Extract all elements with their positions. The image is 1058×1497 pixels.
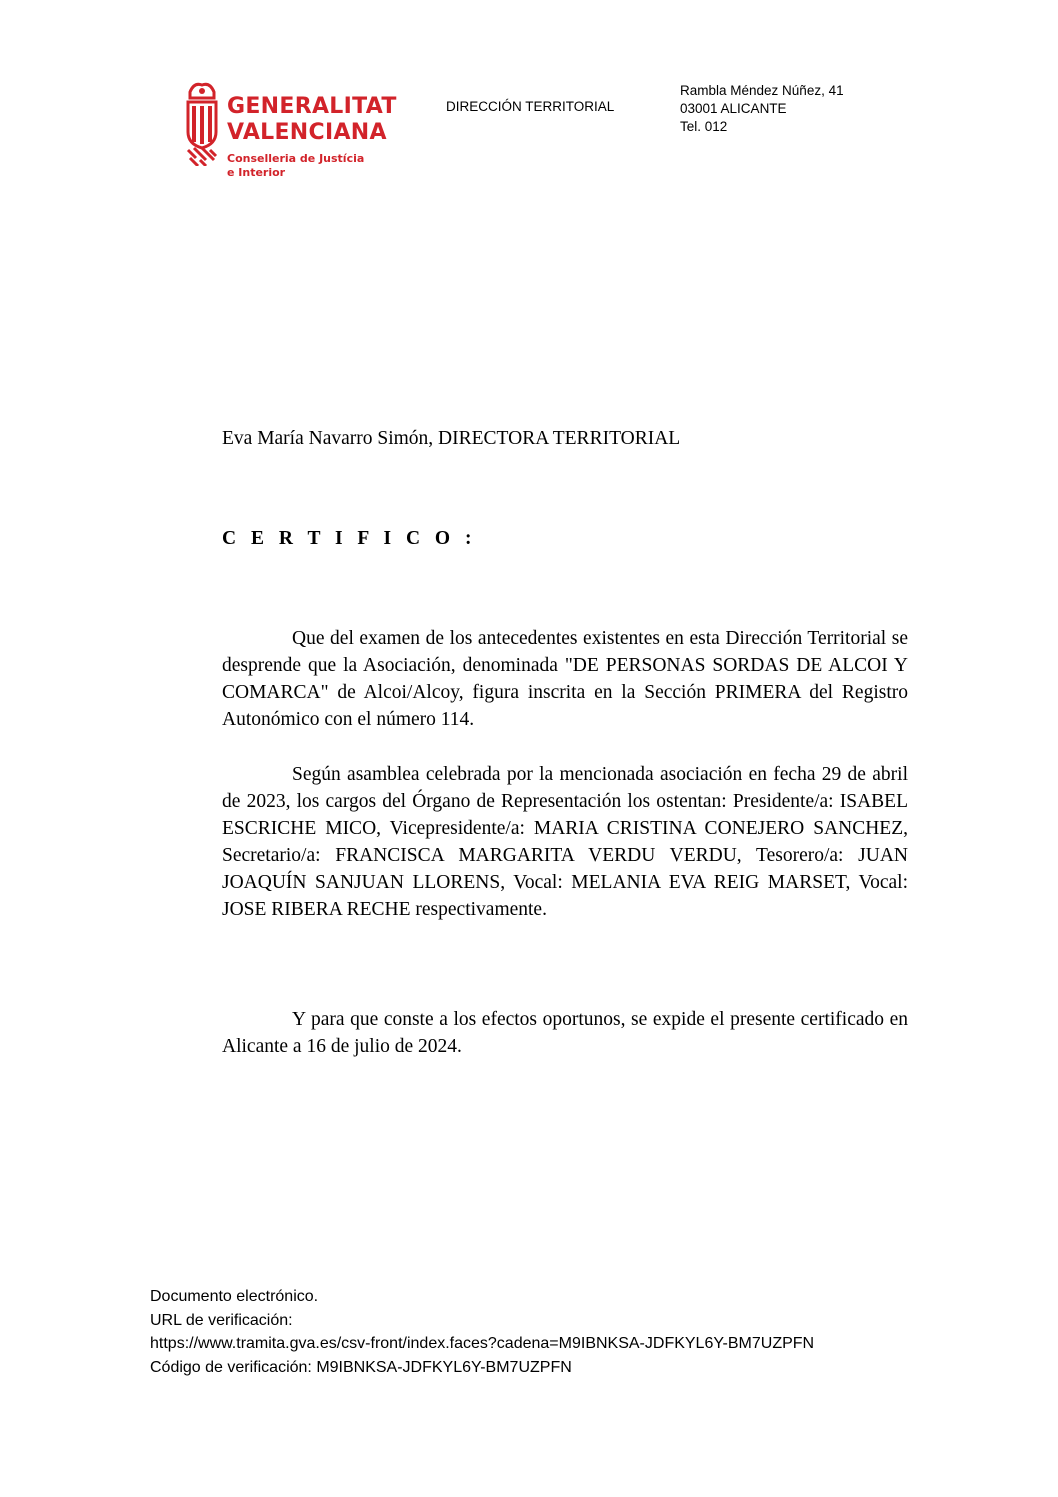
verification-footer	[150, 1285, 814, 1379]
footer-verification-code: Código de verificación: M9IBNKSA-JDFKYL6Y-BM7UZPFN	[150, 1358, 572, 1376]
address-street: Rambla Méndez Núñez, 41	[680, 83, 844, 98]
certifico-heading: C E R T I F I C O :	[222, 528, 477, 549]
footer-url-label: URL de verificación:	[150, 1311, 293, 1329]
logo-text-valenciana: VALENCIANA	[227, 120, 387, 145]
address-block	[680, 82, 844, 136]
address-phone: Tel. 012	[680, 119, 728, 134]
paragraph-closing: Y para que conste a los efectos oportunos, se expide el presente certificado en Alicante a 16 de julio de 2024.	[222, 1009, 908, 1057]
generalitat-logo	[184, 82, 397, 182]
address-city: 03001 ALICANTE	[680, 101, 787, 116]
paragraph-board-members: Según asamblea celebrada por la mencionada asociación en fecha 29 de abril de 2023, los cargos del Órgano de Representación los ostentan: Presidente/a: ISABEL ESCRICHE MICO, Vicepresidente/a: MARIA CRISTINA CONEJERO SANCHEZ, Secretario/a: FRANCISCA MARGARITA VERDU VERDU, Tesorero/a: JUAN JOAQUÍN SANJUAN LLORENS, Vocal: MELANIA EVA REIG MARSET, Vocal: JOSE RIBERA RECHE respectivamente.	[222, 764, 908, 920]
logo-text-generalitat: GENERALITAT	[227, 94, 397, 119]
footer-electronic-doc: Documento electrónico.	[150, 1288, 319, 1305]
paragraph-registration: Que del examen de los antecedentes existentes en esta Dirección Territorial se desprende que la Asociación, denominada "DE PERSONAS SORDAS DE ALCOI Y COMARCA" de Alcoi/Alcoy, figura inscrita en la Sección PRIMERA del Registro Autonómico con el número 114.	[222, 628, 908, 730]
logo-text-interior: e Interior	[227, 166, 286, 179]
footer-verification-url[interactable]: https://www.tramita.gva.es/csv-front/index.faces?cadena=M9IBNKSA-JDFKYL6Y-BM7UZPFN	[150, 1335, 815, 1352]
logo-text-conselleria: Conselleria de Justícia	[227, 152, 365, 165]
department-name: DIRECCIÓN TERRITORIAL	[446, 99, 615, 114]
signer-line: Eva María Navarro Simón, DIRECTORA TERRITORIAL	[222, 428, 681, 449]
coat-of-arms-icon	[184, 82, 220, 166]
